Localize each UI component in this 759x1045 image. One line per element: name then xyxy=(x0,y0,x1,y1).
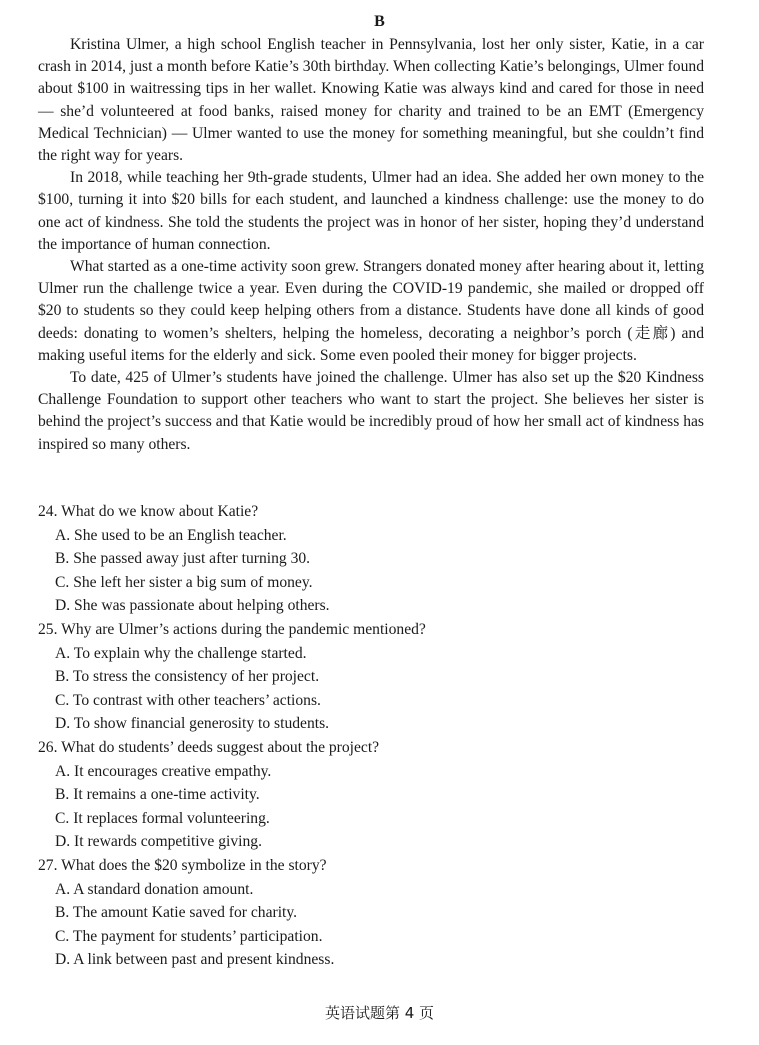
section-title: B xyxy=(374,13,385,30)
option-b: B. The amount Katie saved for charity. xyxy=(55,904,298,922)
passage-paragraph-4: To date, 425 of Ulmer’s students have joined the challenge. Ulmer has also set up the $20 Kindness Challenge Foundation to support other teachers who want to start the project. She believes her sister is behind the project’s success and that Katie would be incredibly proud of how her small act of kindness has inspired so many others. xyxy=(38,369,704,453)
option-a: A. A standard donation amount. xyxy=(55,880,254,898)
passage-paragraph-3: What started as a one-time activity soon grew. Strangers donated money after hearing about it, letting Ulmer run the challenge twice a year. Even during the COVID-19 pandemic, she mailed or dropped off $20 to students so they could keep helping others from a distance. Students have done all kinds of good deeds: donating to women’s shelters, helping the homeless, decorating a neighbor’s porch (走廊) and making useful items for the elderly and sick. Some even pooled their money for bigger projects. xyxy=(38,258,704,364)
option-d: D. It rewards competitive giving. xyxy=(55,833,262,851)
page-footer: 英语试题第 4 页 xyxy=(324,1004,435,1022)
question-stem: 25. Why are Ulmer’s actions during the pandemic mentioned? xyxy=(38,620,426,638)
question-27 xyxy=(38,854,638,972)
question-list xyxy=(38,500,638,972)
option-b: B. To stress the consistency of her project. xyxy=(55,668,320,686)
question-stem: 26. What do students’ deeds suggest about the project? xyxy=(38,738,380,756)
option-b: B. It remains a one-time activity. xyxy=(55,786,260,804)
option-d: D. A link between past and present kindness. xyxy=(55,951,335,969)
option-c: C. The payment for students’ participation. xyxy=(55,927,323,945)
question-25 xyxy=(38,618,638,736)
option-c: C. She left her sister a big sum of money. xyxy=(55,573,313,591)
option-c: C. It replaces formal volunteering. xyxy=(55,809,270,827)
option-d: D. To show financial generosity to students. xyxy=(55,715,330,733)
question-stem: 27. What does the $20 symbolize in the story? xyxy=(38,856,327,874)
passage xyxy=(38,34,704,456)
option-b: B. She passed away just after turning 30. xyxy=(55,550,311,568)
option-a: A. She used to be an English teacher. xyxy=(55,526,287,544)
question-stem: 24. What do we know about Katie? xyxy=(38,503,259,520)
passage-paragraph-1: Kristina Ulmer, a high school English teacher in Pennsylvania, lost her only sister, Katie, in a car crash in 2014, just a month before Katie’s 30th birthday. When collecting Katie’s belongings, Ulmer found about $100 in waitressing tips in her wallet. Knowing Katie was always kind and cared for those in need — she’d volunteered at food banks, raised money for charity and trained to be an EMT (Emergency Medical Technician) — Ulmer wanted to use the money for something meaningful, but she couldn’t find the right way for years. xyxy=(38,36,704,165)
question-24 xyxy=(38,500,638,618)
option-d: D. She was passionate about helping others. xyxy=(55,597,330,615)
option-a: A. It encourages creative empathy. xyxy=(55,762,272,780)
option-a: A. To explain why the challenge started. xyxy=(55,644,307,662)
passage-paragraph-2: In 2018, while teaching her 9th-grade students, Ulmer had an idea. She added her own money to the $100, turning it into $20 bills for each student, and launched a kindness challenge: use the money to do one act of kindness. She told the students the project was in honor of her sister, hoping they’d understand the importance of human connection. xyxy=(38,169,704,253)
option-c: C. To contrast with other teachers’ actions. xyxy=(55,691,321,709)
question-26 xyxy=(38,736,638,854)
